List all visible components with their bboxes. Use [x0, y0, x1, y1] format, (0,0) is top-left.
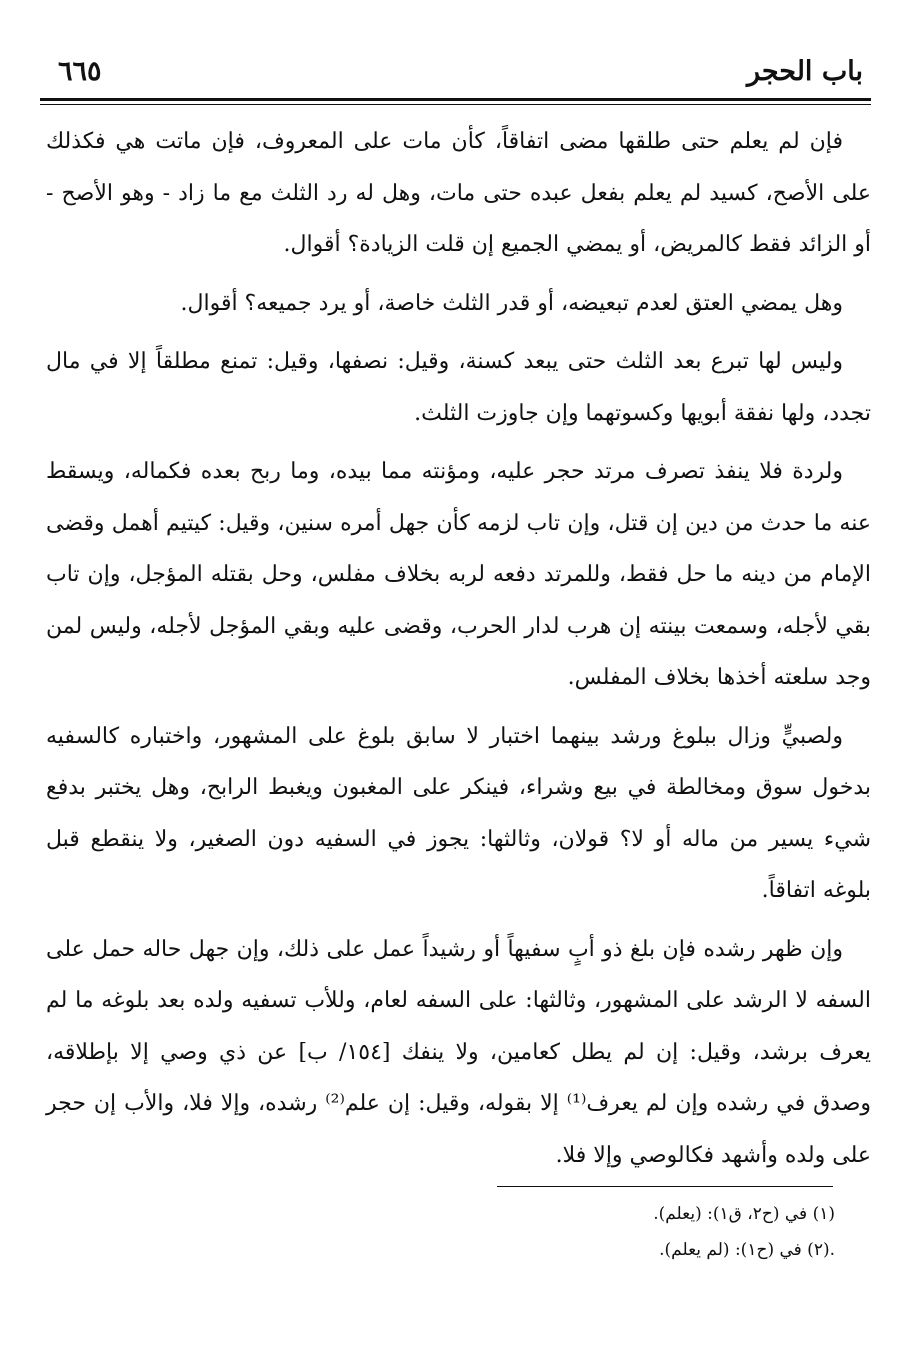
paragraph: وإن ظهر رشده فإن بلغ ذو أبٍ سفيهاً أو رشيداً عمل على ذلك، وإن جهل حاله حمل على السفه لا الرشد على المشهور، وثالثها: على السفه لعام، وللأب تسفيه ولده بعد بلوغه ما لم يعرف برشد، وقيل: إن لم يطل كعامين، ولا ينفك [١٥٤/ ب] عن ذي وصي إلا بإطلاقه، وصدق في رشده وإن لم يعرف⁽¹⁾ إلا بقوله، وقيل: إن علم⁽²⁾ رشده، وإلا فلا، والأب إن حجر على ولده وأشهد فكالوصي وإلا فلا.	[46, 936, 872, 1168]
paragraph: ولصبيٍّ وزال ببلوغ ورشد بينهما اختبار لا سابق بلوغ على المشهور، واختباره كالسفيه بدخول سوق ومخالطة في بيع وشراء، فينكر على المغبون ويغبط الرابح، وهل يختبر بدفع شيء يسير من ماله أو لا؟ قولان، وثالثها: يجوز في السفيه دون الصغير، ولا ينقطع قبل بلوغه اتفاقاً.	[46, 723, 871, 903]
header-rule-thin	[40, 104, 871, 105]
paragraph: ولردة فلا ينفذ تصرف مرتد حجر عليه، ومؤنته مما بيده، وما ربح بعده فكماله، ويسقط عنه ما حدث من دين إن قتل، وإن تاب لزمه كأن جهل أمره سنين، وقيل: كيتيم أهمل وقضى الإمام من دينه ما حل فقط، وللمرتد دفعه لربه بخلاف مفلس، وحل بقتله المؤجل، وإن تاب بقي لأجله، وسمعت بينته إن هرب لدار الحرب، وقضى عليه وبقي المؤجل لأجله، وليس لمن وجد سلعته أخذها بخلاف المفلس.	[46, 459, 871, 690]
page-header	[40, 52, 871, 92]
footnote-separator	[497, 1186, 833, 1187]
chapter-title: باب الحجر	[746, 56, 863, 87]
main-text	[46, 116, 871, 1188]
footnotes	[300, 1196, 835, 1268]
paragraph: وليس لها تبرع بعد الثلث حتى يبعد كسنة، وقيل: نصفها، وقيل: تمنع مطلقاً إلا في مال تجدد، ولها نفقة أبويها وكسوتهما وإن جاوزت الثلث.	[46, 349, 871, 426]
footnote: (١) في (ح٢، ق١): (يعلم).	[653, 1204, 835, 1224]
paragraph: فإن لم يعلم حتى طلقها مضى اتفاقاً، كأن مات على المعروف، فإن ماتت هي فكذلك على الأصح، كسيد لم يعلم بفعل عبده حتى مات، وهل له رد الثلث مع ما زاد - وهو الأصح - أو الزائد فقط كالمريض، أو يمضي الجميع إن قلت الزيادة؟ أقوال.	[46, 129, 871, 257]
header-rule-thick	[40, 98, 871, 101]
footnote: .(٢) في (ح١): (لم يعلم).	[659, 1240, 835, 1260]
paragraph: وهل يمضي العتق لعدم تبعيضه، أو قدر الثلث خاصة، أو يرد جميعه؟ أقوال.	[180, 290, 843, 316]
page-number: ٦٦٥	[58, 56, 102, 87]
